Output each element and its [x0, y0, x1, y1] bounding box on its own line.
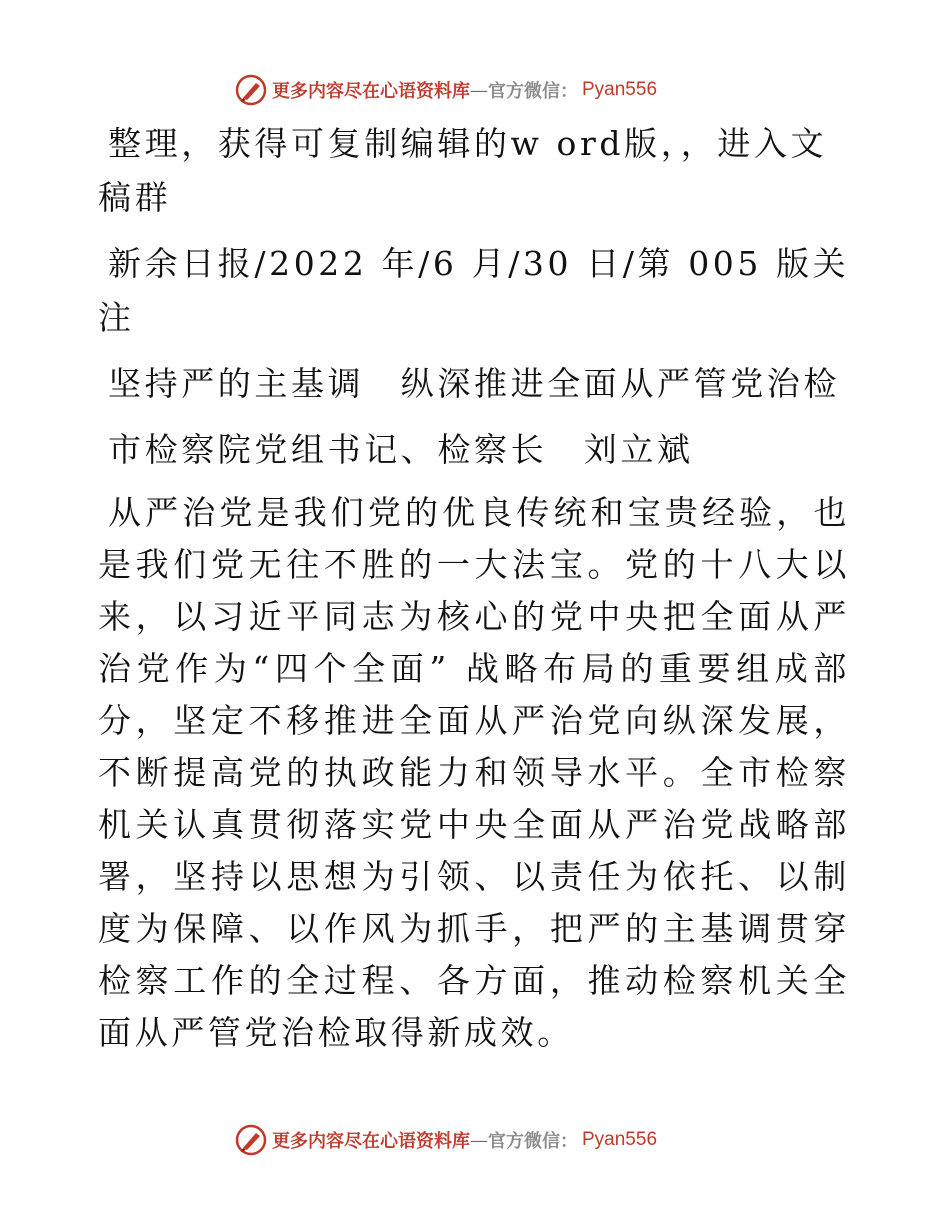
watermark-account: Pyan556 [582, 79, 658, 100]
watermark-header [234, 70, 657, 110]
watermark-label: 官方微信： [488, 81, 578, 102]
watermark-site: 更多内容尽在心语资料库 [272, 81, 470, 102]
watermark-label: 官方微信： [488, 1131, 578, 1152]
author-line: 市检察院党组书记、检察长 刘立斌 [108, 430, 694, 469]
article-title: 坚持严的主基调 纵深推进全面从严管党治检 [108, 364, 840, 403]
watermark-footer [234, 1120, 657, 1160]
watermark-site: 更多内容尽在心语资料库 [272, 1131, 470, 1152]
intro-line: 整理，获得可复制编辑的w ord版，，进入文稿群 [98, 124, 828, 217]
pen-logo-icon [234, 73, 268, 107]
watermark-dash: — [470, 1129, 488, 1151]
watermark-account: Pyan556 [582, 1129, 658, 1150]
document-body [98, 117, 850, 1059]
watermark-dash: — [470, 79, 488, 101]
body-paragraph: 从严治党是我们党的优良传统和宝贵经验，也是我们党无往不胜的一大法宝。党的十八大以来，以习近平同志为核心的党中央把全面从严治党作为“四个全面” 战略布局的重要组成部分，坚定不移推进全面从严治党向纵深发展，不断提高党的执政能力和领导水平。全市检察机关认真贯彻落实党中央全面从严治党战略部署，坚持以思想为引领、以责任为依托、以制度为保障、以作风为抓手，把严的主基调贯穿检察工作的全过程、各方面，推动检察机关全面从严管党治检取得新成效。 [98, 493, 850, 1052]
source-line: 新余日报/2022 年/6 月/30 日/第 005 版关注 [98, 244, 850, 337]
pen-logo-icon [234, 1123, 268, 1157]
